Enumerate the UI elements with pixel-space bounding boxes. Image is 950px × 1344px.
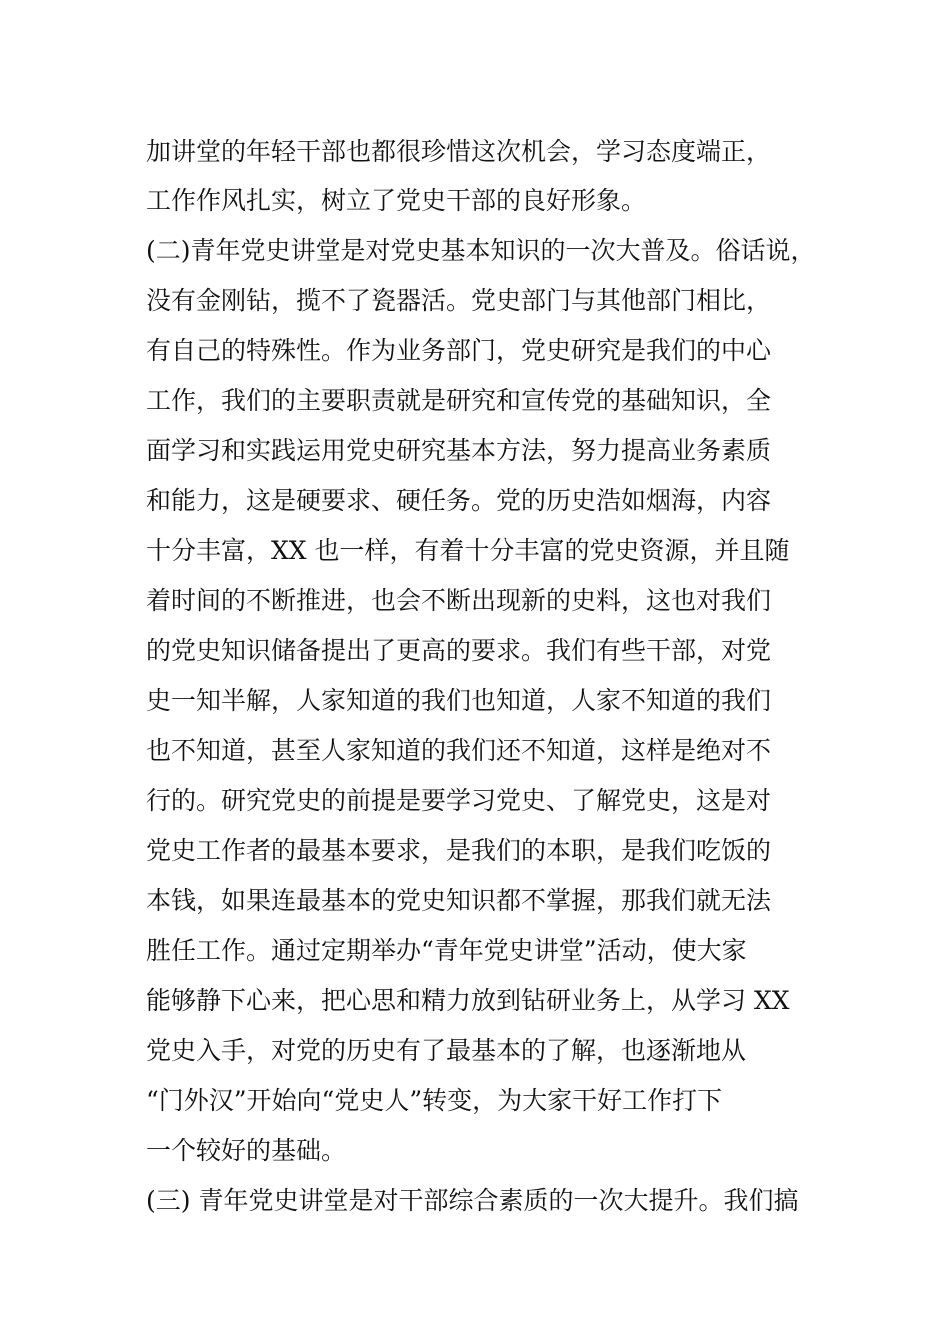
text-line: 党史工作者的最基本要求，是我们的本职，是我们吃饭的 bbox=[146, 836, 772, 865]
text-line: 加讲堂的年轻干部也都很珍惜这次机会，学习态度端正， bbox=[146, 137, 772, 166]
text-line: 的党史知识储备提出了更高的要求。我们有些干部，对党 bbox=[146, 636, 772, 665]
text-line: 着时间的不断推进，也会不断出现新的史料，这也对我们 bbox=[146, 586, 772, 615]
text-line: 十分丰富，XX 也一样，有着十分丰富的党史资源，并且随 bbox=[146, 536, 790, 565]
text-line: 有自己的特殊性。作为业务部门，党史研究是我们的中心 bbox=[146, 336, 772, 365]
text-line: 工作，我们的主要职责就是研究和宣传党的基础知识，全 bbox=[146, 386, 772, 415]
text-line: (二)青年党史讲堂是对党史基本知识的一次大普及。俗话说， bbox=[146, 236, 816, 265]
text-line: 一个较好的基础。 bbox=[146, 1136, 347, 1165]
text-line: 工作作风扎实，树立了党史干部的良好形象。 bbox=[146, 186, 647, 215]
text-line: “门外汉”开始向“党史人”转变，为大家干好工作打下 bbox=[146, 1086, 723, 1115]
text-line: 也不知道，甚至人家知道的我们还不知道，这样是绝对不 bbox=[146, 736, 772, 765]
text-line: 胜任工作。通过定期举办“青年党史讲堂”活动，使大家 bbox=[146, 936, 747, 965]
text-line: 史一知半解，人家知道的我们也知道，人家不知道的我们 bbox=[146, 686, 772, 715]
text-line: 面学习和实践运用党史研究基本方法，努力提高业务素质 bbox=[146, 436, 772, 465]
text-line: 本钱，如果连最基本的党史知识都不掌握，那我们就无法 bbox=[146, 886, 772, 915]
text-line: 没有金刚钻，揽不了瓷器活。党史部门与其他部门相比， bbox=[146, 286, 772, 315]
text-line: (三) 青年党史讲堂是对干部综合素质的一次大提升。我们搞 bbox=[146, 1186, 799, 1215]
text-line: 能够静下心来，把心思和精力放到钻研业务上，从学习 XX bbox=[146, 986, 790, 1015]
text-line: 和能力，这是硬要求、硬任务。党的历史浩如烟海，内容 bbox=[146, 486, 772, 515]
text-line: 党史入手，对党的历史有了最基本的了解，也逐渐地从 bbox=[146, 1036, 747, 1065]
text-line: 行的。研究党史的前提是要学习党史、了解党史，这是对 bbox=[146, 786, 772, 815]
